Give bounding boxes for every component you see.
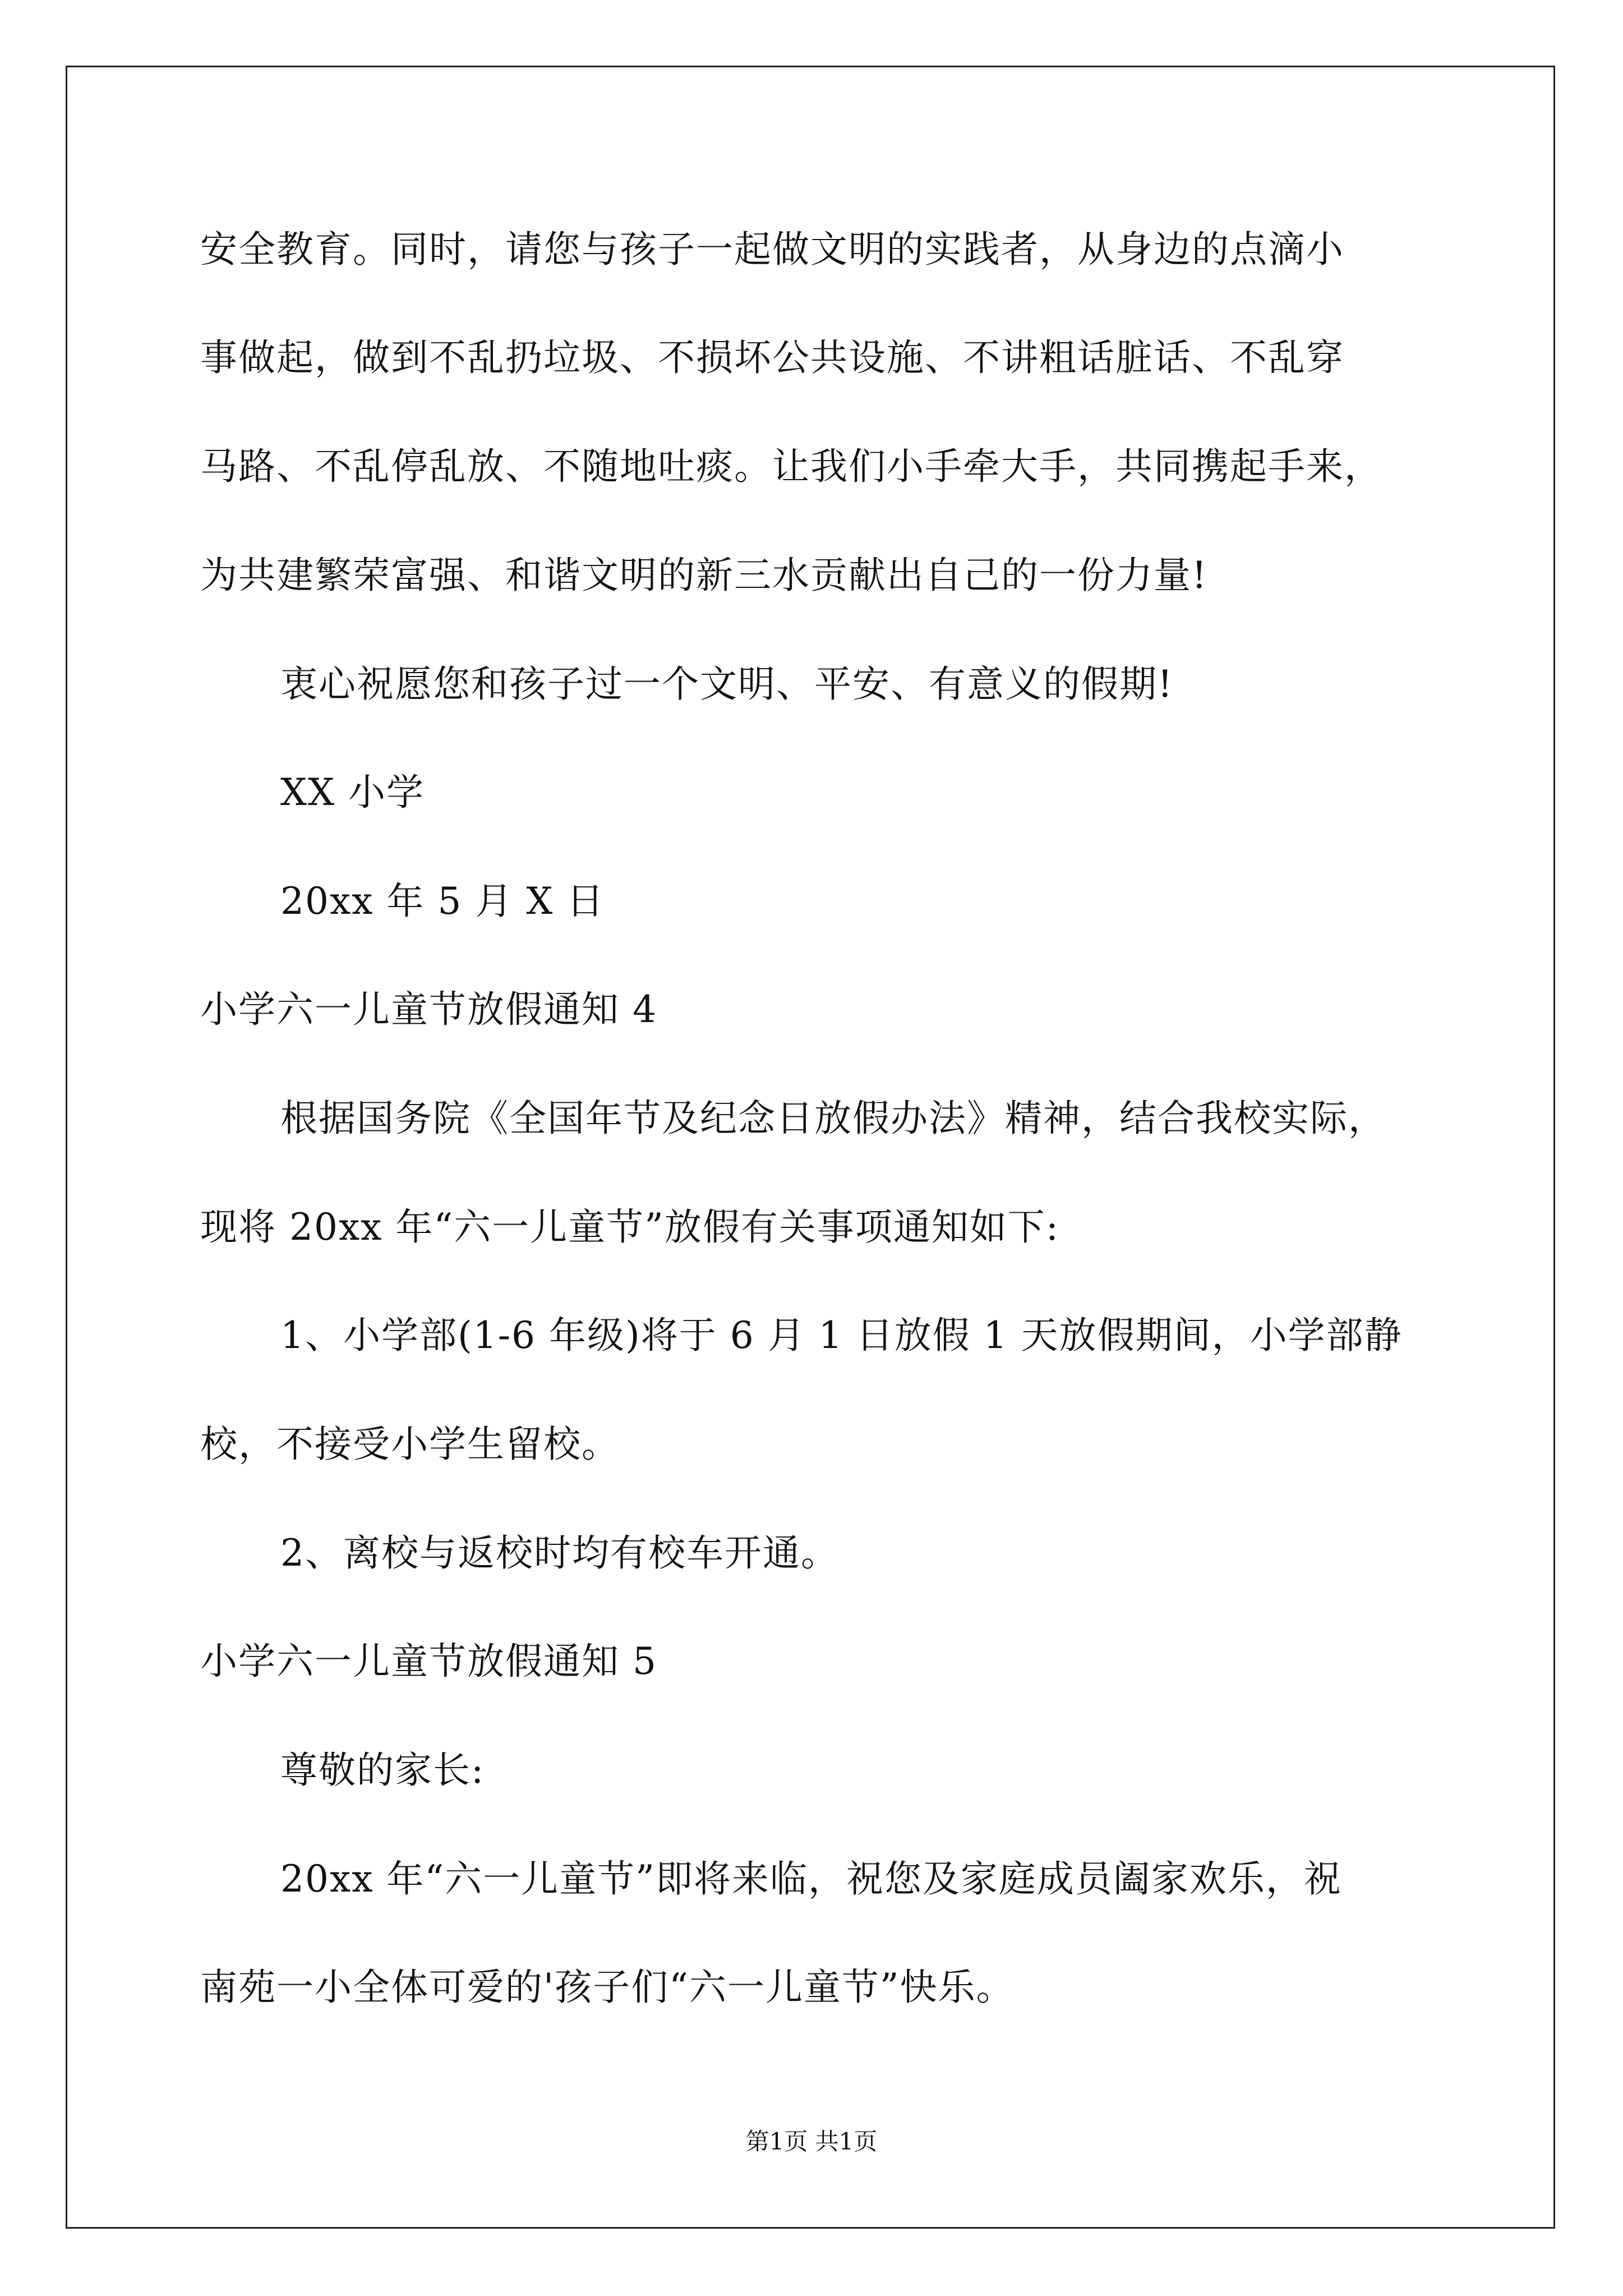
body-text-line: 根据国务院《全国年节及纪念日放假办法》精神，结合我校实际， [280,1097,1386,1140]
page-border [66,66,1555,2229]
signature-school: XX 小学 [280,771,425,814]
page-footer: 第1页 共1页 [745,2128,878,2155]
body-text-line: 20xx 年“六一儿童节”即将来临，祝您及家庭成员阖家欢乐，祝 [280,1857,1342,1901]
closing-wish: 衷心祝愿您和孩子过一个文明、平安、有意义的假期! [280,662,1174,706]
signature-date: 20xx 年 5 月 X 日 [280,880,605,923]
body-text-line: 事做起，做到不乱扔垃圾、不损坏公共设施、不讲粗话脏话、不乱穿 [200,336,1344,379]
body-text-line: 南苑一小全体可爱的'孩子们“六一儿童节”快乐。 [200,1966,1015,2009]
body-text-line: 马路、不乱停乱放、不随地吐痰。让我们小手牵大手，共同携起手来， [200,445,1382,488]
list-item-1: 1、小学部(1-6 年级)将于 6 月 1 日放假 1 天放假期间，小学部静 [280,1314,1403,1357]
section-heading-5: 小学六一儿童节放假通知 5 [200,1640,657,1683]
body-text-line: 安全教育。同时，请您与孩子一起做文明的实践者，从身边的点滴小 [200,228,1344,271]
body-text-line: 为共建繁荣富强、和谐文明的新三水贡献出自己的一份力量! [200,554,1208,597]
body-text-line: 校，不接受小学生留校。 [200,1423,620,1466]
body-text-line: 现将 20xx 年“六一儿童节”放假有关事项通知如下: [200,1205,1060,1249]
list-item-2: 2、离校与返校时均有校车开通。 [280,1531,839,1575]
section-heading-4: 小学六一儿童节放假通知 4 [200,988,657,1031]
salutation: 尊敬的家长: [280,1749,485,1792]
